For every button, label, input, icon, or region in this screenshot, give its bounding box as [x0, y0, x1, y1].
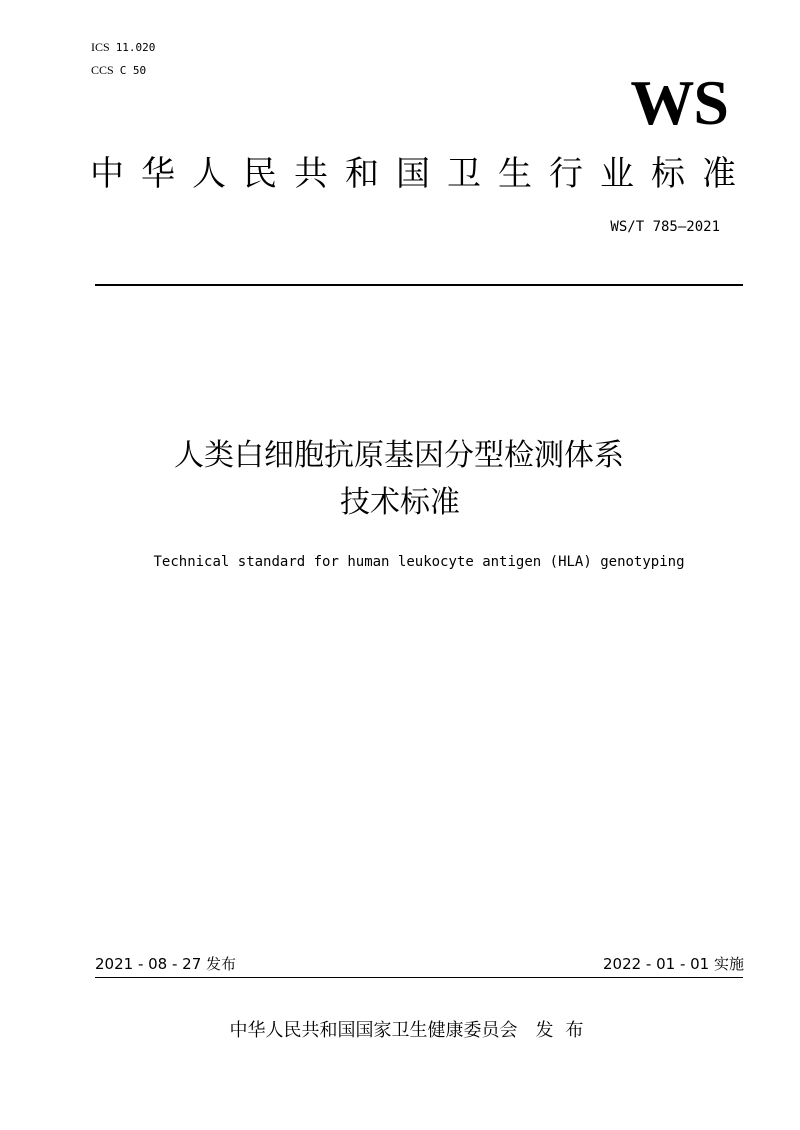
effective-date: 2022 - 01 - 01 实施 — [602, 955, 744, 973]
standard-category-char: 国 — [396, 154, 430, 194]
footer-divider — [95, 977, 743, 978]
standard-category-char: 中 — [90, 154, 124, 194]
standard-category-char: 行 — [549, 154, 583, 194]
ccs-label: CCS — [91, 63, 114, 77]
issuing-authority — [0, 1018, 800, 1044]
issuer-verb: 发布 — [535, 1020, 596, 1041]
standard-category-char: 标 — [651, 154, 685, 194]
ws-logo: WS — [630, 67, 728, 138]
standard-category-char: 民 — [243, 154, 277, 194]
title-chinese-line-1: 人类白细胞抗原基因分型检测体系 — [174, 438, 624, 473]
standard-number: WS/T 785—2021 — [610, 219, 720, 235]
ccs-classification — [91, 63, 146, 78]
ics-classification — [91, 40, 155, 55]
standard-category-char: 业 — [600, 154, 634, 194]
ics-code: 11.020 — [115, 41, 156, 54]
header-divider — [95, 284, 743, 286]
standard-category-char: 人 — [192, 154, 226, 194]
title-english: Technical standard for human leukocyte antigen (HLA) genotyping — [153, 554, 685, 570]
standard-category-char: 卫 — [447, 154, 481, 194]
ics-label: ICS — [91, 40, 110, 54]
ccs-code: C 50 — [119, 64, 147, 77]
standard-category-char: 共 — [294, 154, 328, 194]
standard-category-char: 和 — [345, 154, 379, 194]
standard-category-char: 华 — [141, 154, 175, 194]
title-chinese-line-2: 技术标准 — [340, 485, 460, 520]
standard-category-char: 准 — [702, 154, 736, 194]
issuer-name: 中华人民共和国国家卫生健康委员会 — [229, 1020, 518, 1041]
standard-category-char: 生 — [498, 154, 532, 194]
standard-category-banner — [90, 152, 736, 196]
issue-date: 2021 - 08 - 27 发布 — [95, 955, 237, 973]
